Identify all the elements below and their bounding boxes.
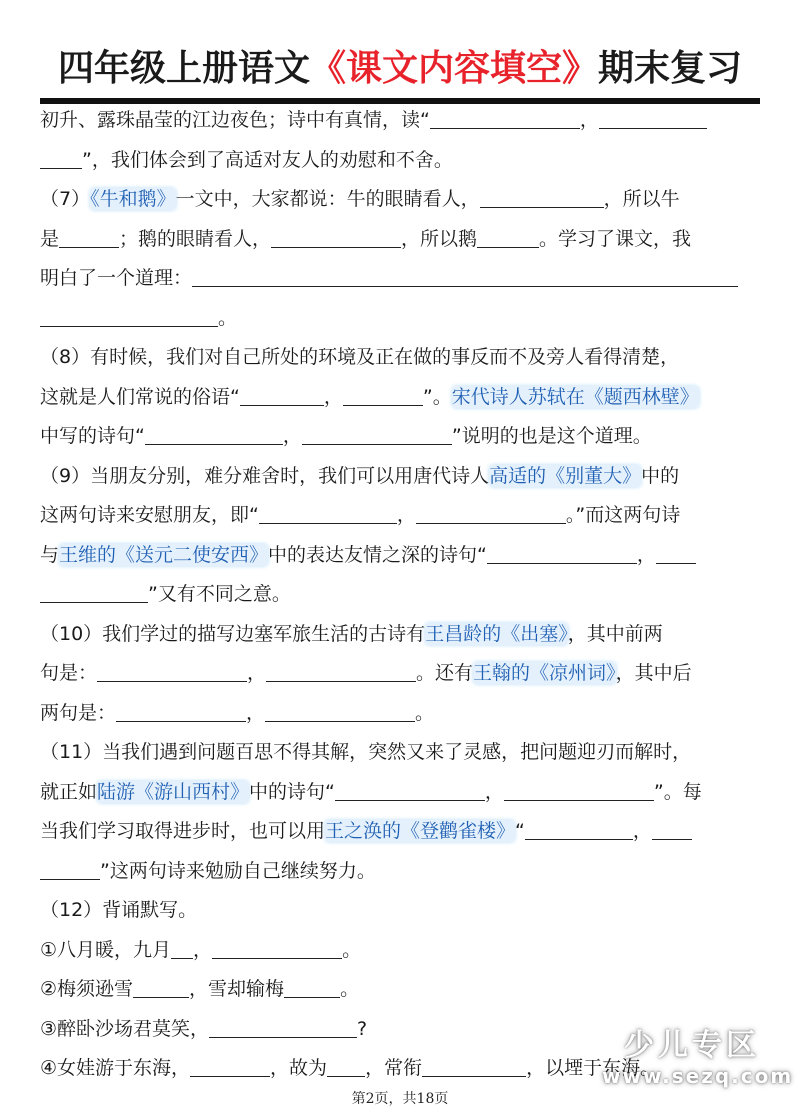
- highlighted-reference: 王维的《送元二使安西》: [59, 543, 269, 566]
- fill-in-blank[interactable]: [422, 1056, 526, 1077]
- fill-in-blank[interactable]: [259, 503, 397, 524]
- text-run: ，所以鹅: [401, 227, 478, 250]
- fill-in-blank[interactable]: [343, 385, 423, 406]
- fill-in-blank[interactable]: [504, 780, 654, 801]
- text-run: ，: [636, 543, 656, 566]
- fill-in-blank[interactable]: [59, 227, 119, 248]
- text-run: ，常衔: [365, 1057, 423, 1079]
- text-run: 是: [40, 227, 60, 250]
- text-line: [40, 812, 764, 852]
- text-run: ”说明的也是这个道理。: [451, 425, 652, 447]
- text-run: 与: [40, 543, 60, 566]
- text-run: 句是：: [40, 662, 98, 684]
- text-run: 一文中，大家都说：牛的眼睛看人，: [175, 188, 480, 210]
- fill-in-blank[interactable]: [40, 306, 218, 327]
- text-run: 中的表达友情之深的诗句“: [268, 543, 487, 566]
- fill-in-blank[interactable]: [116, 701, 246, 722]
- text-line: [40, 575, 764, 615]
- fill-in-blank[interactable]: [525, 819, 633, 840]
- text-run: 。: [218, 306, 238, 329]
- text-line: [40, 654, 764, 694]
- fill-in-blank[interactable]: [284, 977, 340, 998]
- fill-in-blank[interactable]: [40, 859, 100, 880]
- fill-in-blank[interactable]: [652, 819, 692, 840]
- text-run: 。学习了课文，我: [539, 227, 692, 250]
- text-line: [40, 733, 764, 773]
- text-run: ，以堙于东海。: [526, 1057, 660, 1079]
- text-run: 。: [340, 978, 360, 1000]
- text-line: [40, 180, 764, 220]
- fill-in-blank[interactable]: [430, 108, 580, 129]
- text-run: ，雪却输梅: [189, 978, 285, 1000]
- fill-in-blank[interactable]: [190, 1056, 270, 1077]
- text-run: 初升、露珠晶莹的江边夜色；诗中有真情，读“: [40, 109, 430, 131]
- fill-in-blank[interactable]: [212, 938, 342, 959]
- text-run: ，: [323, 385, 343, 408]
- fill-in-blank[interactable]: [133, 977, 189, 998]
- text-line: [40, 615, 764, 655]
- text-run: 中的: [641, 464, 680, 487]
- text-run: ”又有不同之意。: [148, 583, 291, 605]
- highlighted-reference: 王翰的《凉州词》: [473, 662, 616, 684]
- text-run: ，: [282, 425, 302, 447]
- fill-in-blank[interactable]: [171, 938, 193, 959]
- fill-in-blank[interactable]: [40, 582, 148, 603]
- text-run: ，: [579, 109, 599, 131]
- text-run: ?: [357, 1017, 368, 1040]
- worksheet-body: [40, 101, 764, 1089]
- text-run: （8）有时候，我们对自己所处的环境及正在做的事反而不及旁人看得清楚，: [40, 346, 680, 368]
- text-run: ，故为: [270, 1057, 328, 1079]
- highlighted-reference: 高适的《别董大》: [489, 464, 642, 487]
- text-line: [40, 891, 764, 931]
- title-part-3: 期末复习: [598, 48, 743, 89]
- text-run: ④女娃游于东海，: [40, 1057, 191, 1079]
- text-run: “: [515, 820, 525, 842]
- text-run: ”。每: [653, 780, 702, 803]
- text-run: 就正如: [40, 780, 98, 803]
- text-line: [40, 496, 764, 536]
- watermark-logo: [602, 1028, 794, 1088]
- text-run: 明白了一个道理：: [40, 267, 193, 289]
- fill-in-blank[interactable]: [240, 385, 324, 406]
- fill-in-blank[interactable]: [487, 543, 637, 564]
- fill-in-blank[interactable]: [416, 503, 566, 524]
- text-run: 这就是人们常说的俗语“: [40, 385, 240, 408]
- fill-in-blank[interactable]: [192, 266, 738, 287]
- text-run: 当我们学习取得进步时，也可以用: [40, 820, 326, 842]
- text-line: [40, 259, 764, 299]
- text-run: （7）: [40, 188, 91, 210]
- text-line: [40, 931, 764, 971]
- text-run: 。: [415, 701, 435, 724]
- fill-in-blank[interactable]: [97, 661, 247, 682]
- text-line: [40, 852, 764, 892]
- text-run: （9）当朋友分别，难分难舍时，我们可以用唐代诗人: [40, 464, 490, 487]
- text-run: ②梅须逊雪: [40, 978, 134, 1000]
- text-line: [40, 417, 764, 457]
- text-run: ，: [247, 662, 267, 684]
- text-run: ；鹅的眼睛看人，: [119, 227, 272, 250]
- fill-in-blank[interactable]: [265, 701, 415, 722]
- text-run: 这两句诗来安慰朋友，即“: [40, 504, 259, 526]
- fill-in-blank[interactable]: [656, 543, 696, 564]
- text-line: [40, 457, 764, 497]
- text-line: [40, 101, 764, 141]
- fill-in-blank[interactable]: [40, 148, 82, 169]
- fill-in-blank[interactable]: [477, 227, 539, 248]
- fill-in-blank[interactable]: [335, 780, 485, 801]
- fill-in-blank[interactable]: [480, 187, 604, 208]
- text-line: [40, 141, 764, 181]
- text-line: [40, 773, 764, 813]
- text-run: 中的诗句“: [249, 780, 335, 803]
- watermark-url: www.sezq.com: [602, 1064, 794, 1088]
- text-run: ，: [632, 820, 652, 842]
- highlighted-reference: 宋代诗人苏轼在《题西林壁》: [451, 385, 699, 408]
- text-run: ，其中前两: [567, 622, 663, 645]
- text-run: ，其中后: [615, 662, 692, 684]
- fill-in-blank[interactable]: [209, 1017, 357, 1038]
- text-line: [40, 694, 764, 734]
- fill-in-blank[interactable]: [266, 661, 416, 682]
- fill-in-blank[interactable]: [327, 1056, 365, 1077]
- text-run: ①八月暖，九月: [40, 938, 172, 961]
- text-run: （11）当我们遇到问题百思不得其解，突然又来了灵感，把问题迎刃而解时，: [40, 741, 692, 763]
- highlighted-reference: 《牛和鹅》: [90, 188, 176, 210]
- text-run: ，: [193, 938, 213, 961]
- text-run: （12）背诵默写。: [40, 899, 198, 921]
- text-run: 两句是：: [40, 701, 117, 724]
- text-run: ”这两句诗来勉励自己继续努力。: [100, 859, 376, 882]
- page-number: 第2页，共18页: [351, 1091, 449, 1107]
- text-run: （10）我们学过的描写边塞军旅生活的古诗有: [40, 622, 426, 645]
- text-run: ，所以牛: [603, 188, 680, 210]
- fill-in-blank[interactable]: [271, 227, 401, 248]
- watermark-brand: 少儿专区: [624, 1028, 760, 1063]
- text-run: ，: [484, 780, 504, 803]
- text-run: 。: [342, 938, 362, 961]
- text-line: [40, 299, 764, 339]
- highlighted-reference: 王昌龄的《出塞》: [425, 622, 568, 645]
- text-run: ③醉卧沙场君莫笑，: [40, 1017, 210, 1040]
- title-part-2: 《课文内容填空》: [309, 48, 598, 89]
- text-line: [40, 970, 764, 1010]
- page-title: [40, 44, 760, 104]
- text-line: [40, 338, 764, 378]
- fill-in-blank[interactable]: [302, 424, 452, 445]
- text-run: 中写的诗句“: [40, 425, 145, 447]
- text-run: ”，我们体会到了高适对友人的劝慰和不舍。: [82, 148, 453, 171]
- text-run: ，: [246, 701, 266, 724]
- highlighted-reference: 陆游《游山西村》: [97, 780, 250, 803]
- fill-in-blank[interactable]: [145, 424, 283, 445]
- title-part-1: 四年级上册语文: [57, 48, 310, 89]
- text-run: ，: [396, 504, 416, 526]
- text-line: [40, 378, 764, 418]
- text-run: ”。: [422, 385, 452, 408]
- text-run: 。”而这两句诗: [565, 504, 681, 526]
- text-line: [40, 220, 764, 260]
- text-run: 。还有: [416, 662, 474, 684]
- text-line: [40, 536, 764, 576]
- highlighted-reference: 王之涣的《登鹳雀楼》: [325, 820, 516, 842]
- fill-in-blank[interactable]: [599, 108, 707, 129]
